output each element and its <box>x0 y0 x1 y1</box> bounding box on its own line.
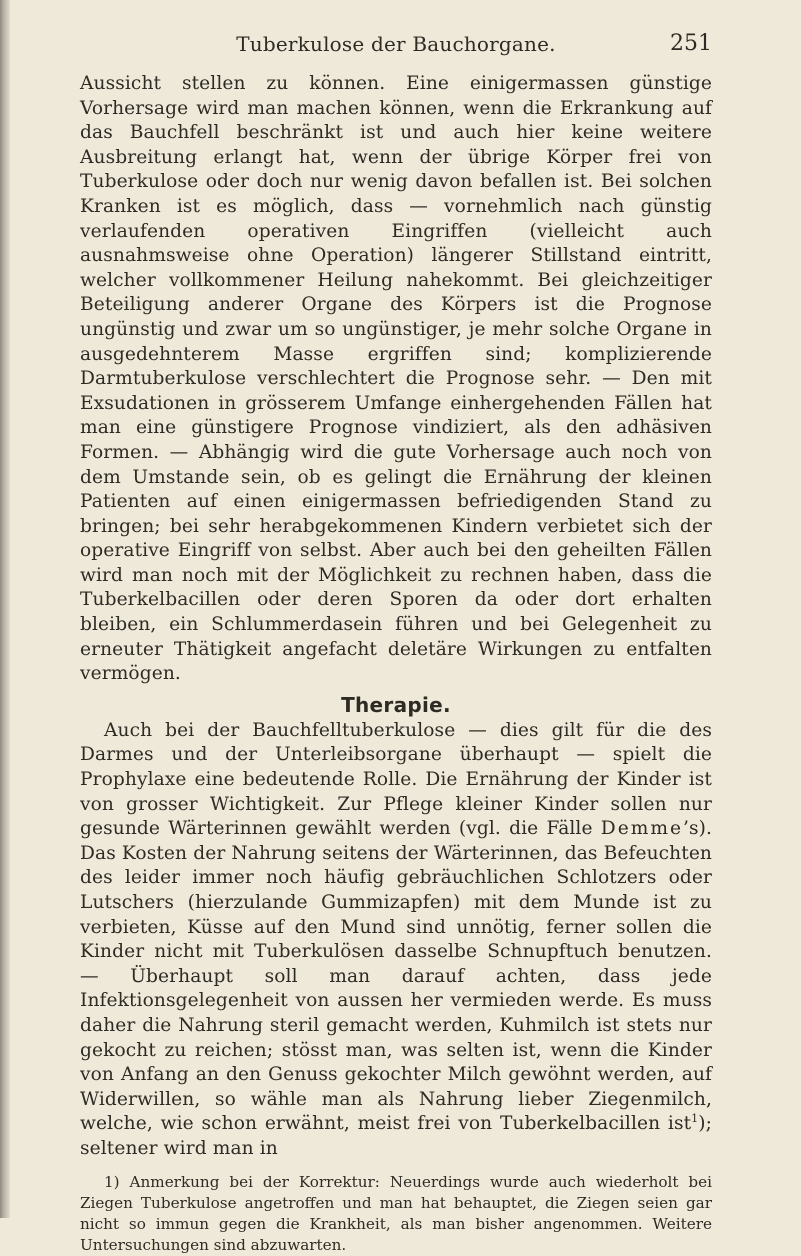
page-number: 251 <box>670 31 712 56</box>
section-heading-therapie: Therapie. <box>341 692 451 717</box>
book-page <box>80 28 712 1256</box>
paragraph-therapy-text-2: ’s). Das Kosten der Nahrung seitens der Wärterinnen, das Befeuchten des leider immer noch häufig gebräuchlichen Schlotzers oder Lutschers (hierzulande Gummizapfen) mit dem Munde ist zu verbieten, Küsse auf den Mund sind unnötig, ferner sollen die Kinder nicht mit Tuberkulösen dasselbe Schnupftuch benutzen. — Überhaupt soll man darauf achten, dass jede Infektionsgelegenheit von aussen her vermieden werde. Es muss daher die Nahrung steril gemacht werden, Kuhmilch ist stets nur gekocht zu reichen; stösst man, was selten ist, wenn die Kinder von Anfang an den Genuss gekochter Milch gewöhnt werden, auf Widerwillen, so wähle man als Nahrung lieber Ziegenmilch, welche, wie schon erwähnt, meist frei von Tuberkelbacillen ist <box>80 818 712 1135</box>
book-spine-shadow <box>0 0 10 1218</box>
author-name-demme: Demme <box>600 818 683 840</box>
main-text <box>80 72 712 1162</box>
footnote: 1) Anmerkung bei der Korrektur: Neuerdings wurde auch wiederholt bei Ziegen Tuberkulose angetroffen und man hat behauptet, die Ziegen seien gar nicht so immun gegen die Krankheit, als man bisher angenommen. Weitere Untersuchungen sind abzuwarten. <box>80 1172 712 1254</box>
running-title: Tuberkulose der Bauchorgane. <box>236 32 556 56</box>
paragraph-prognosis: Aussicht stellen zu können. Eine einigermassen günstige Vorhersage wird man machen können, wenn die Erkrankung auf das Bauchfell beschränkt ist und auch hier keine weitere Ausbreitung erlangt hat, wenn der übrige Körper frei von Tuberkulose oder doch nur wenig davon befallen ist. Bei solchen Kranken ist es möglich, dass — vornehmlich nach günstig verlaufenden operativen Eingriffen (vielleicht auch ausnahmsweise ohne Operation) längerer Stillstand eintritt, welcher vollkommener Heilung nahekommt. Bei gleichzeitiger Beteiligung anderer Organe des Körpers ist die Prognose ungünstig und zwar um so ungünstiger, je mehr solche Organe in ausgedehnterem Masse ergriffen sind; komplizierende Darmtuberkulose verschlechtert die Prognose sehr. — Den mit Exsudationen in grösserem Umfange einhergehenden Fällen hat man eine günstigere Prognose vindiziert, als den adhäsiven Formen. — Abhängig wird die gute Vorhersage auch noch von dem Umstande sein, ob es gelingt die Ernährung der kleinen Patienten auf einen einigermassen befriedigenden Stand zu bringen; bei sehr herabgekommenen Kindern verbietet sich der operative Eingriff von selbst. Aber auch bei den geheilten Fällen wird man noch mit der Möglichkeit zu rechnen haben, dass die Tuberkelbacillen oder deren Sporen da oder dort erhalten bleiben, ein Schlummerdasein führen und bei Gelegenheit zu erneuter Thätigkeit angefacht deletäre Wirkungen zu entfalten vermögen. <box>80 73 712 685</box>
footnote-reference: 1 <box>691 1112 699 1126</box>
running-header <box>80 28 712 60</box>
paragraph-therapy <box>80 719 712 1162</box>
paragraph-therapy-text-3: ); seltener wird man in <box>80 1113 712 1159</box>
paragraph-therapy-text-1: Auch bei der Bauchfelltuberkulose — dies gilt für die des Darmes und der Unterleibsorgane überhaupt — spielt die Prophylaxe eine bedeutende Rolle. Die Ernährung der Kinder ist von grosser Wichtigkeit. Zur Pflege kleiner Kinder sollen nur gesunde Wärterinnen gewählt werden (vgl. die Fälle <box>80 719 712 840</box>
